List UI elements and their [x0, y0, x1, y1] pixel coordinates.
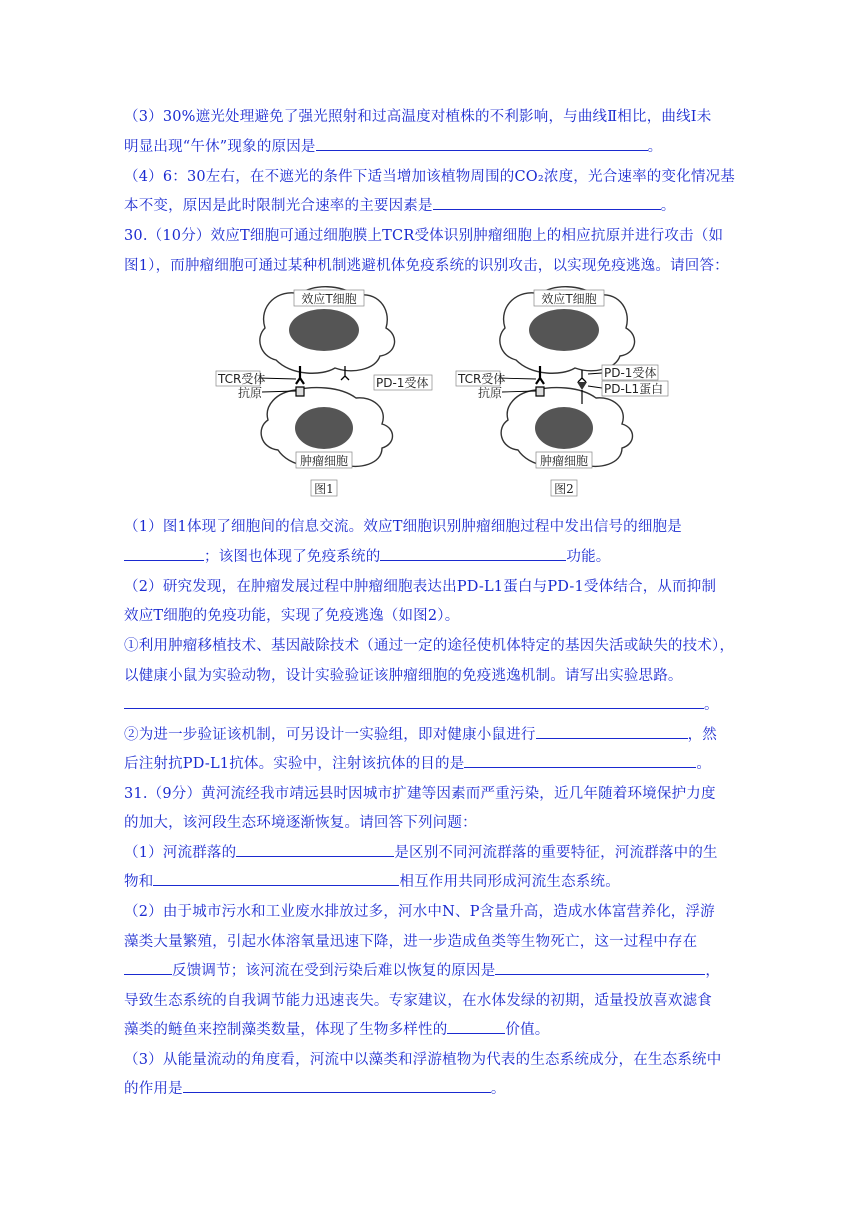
- q31-s1-text-end: 是区别不同河流群落的重要特征，河流群落中的生: [394, 845, 718, 861]
- q30-s2-line6: [124, 723, 717, 744]
- answer-blank[interactable]: [464, 753, 696, 768]
- q30-intro-line2: 图1），而肿瘤细胞可通过某种机制逃避机体免疫系统的识别攻击，以实现免疫逃逸。请回答：: [124, 258, 729, 274]
- figure-svg: [210, 278, 680, 508]
- pdl1-pointer: [588, 386, 602, 388]
- answer-blank[interactable]: [124, 960, 172, 975]
- q30-s1-line1: （1）图1体现了细胞间的信息交流。效应T细胞识别肿瘤细胞过程中发出信号的细胞是: [124, 519, 682, 535]
- q30-s2-line7: [124, 752, 711, 773]
- q30-intro-line1: 30.（10分）效应T细胞可通过细胞膜上TCR受体识别肿瘤细胞上的相应抗原并进行攻击（如: [124, 228, 724, 244]
- pd1-receptor-shape: [578, 370, 586, 382]
- q29-p4-line1: （4）6：30左右，在不遮光的条件下适当增加该植物周围的CO₂浓度，光合速率的变化情况基: [124, 169, 735, 185]
- punct: 。: [490, 1081, 506, 1097]
- answer-blank[interactable]: [153, 871, 399, 886]
- answer-blank[interactable]: [447, 1019, 505, 1034]
- answer-blank[interactable]: [536, 724, 688, 739]
- t-cell-nucleus: [529, 309, 599, 351]
- q30-s1-line2: [124, 545, 611, 566]
- answer-blank[interactable]: [316, 136, 648, 151]
- q29-p3-text: 明显出现“午休”现象的原因是: [124, 139, 316, 155]
- pdl1-label: PD-L1蛋白: [604, 382, 664, 396]
- q29-p4-text: 本不变，原因是此时限制光合速率的主要因素是: [124, 198, 433, 214]
- q30-s2-f-text: ②为进一步验证该机制，可另设计一实验组，即对健康小鼠进行: [124, 727, 536, 743]
- answer-blank[interactable]: [433, 195, 661, 210]
- t-cell-nucleus: [289, 309, 359, 351]
- tcr-label: TCR受体: [218, 372, 266, 386]
- antigen-label: 抗原: [478, 386, 503, 400]
- q31-s2-line5: [124, 1018, 550, 1039]
- q31-s2-line2: 藻类大量繁殖，引起水体溶氧量迅速下降，进一步造成鱼类等生物死亡，这一过程中存在: [124, 934, 698, 950]
- punct: ，: [705, 963, 721, 979]
- pd1-label: PD-1受体: [376, 376, 429, 390]
- fig2-caption: 图2: [554, 482, 574, 496]
- punct: 。: [704, 697, 719, 713]
- figure-1: [216, 287, 432, 496]
- tcr-label: TCR受体: [458, 372, 506, 386]
- q31-s2-c-text: 反馈调节；该河流在受到污染后难以恢复的原因是: [172, 963, 496, 979]
- q30-s2-f-end: ，然: [687, 727, 718, 743]
- q31-s1-line2: [124, 870, 620, 891]
- pd1-pointer: [588, 373, 602, 374]
- fig1-caption: 图1: [314, 482, 334, 496]
- q29-p4-line2: [124, 194, 675, 215]
- pd1-receptor-shape: [341, 366, 349, 380]
- q30-s2-line3: ①利用肿瘤移植技术、基因敲除技术（通过一定的途径使机体特定的基因失活或缺失的技术），: [124, 638, 735, 654]
- answer-blank[interactable]: [236, 842, 394, 857]
- t-cell-label: 效应T细胞: [301, 292, 357, 306]
- q31-intro-line1: 31.（9分）黄河流经我市靖远县时因城市扩建等因素而严重污染，近几年随着环境保护力度: [124, 786, 716, 802]
- answer-blank[interactable]: [124, 546, 204, 561]
- q31-s1-text: （1）河流群落的: [124, 845, 237, 861]
- answer-blank[interactable]: [495, 960, 705, 975]
- tcr-receptor-shape: [536, 366, 544, 384]
- tumor-cell-label: 肿瘤细胞: [299, 454, 349, 468]
- antigen-label: 抗原: [238, 386, 263, 400]
- q31-s2-e-end: 价值。: [505, 1022, 550, 1038]
- tumor-cell-nucleus: [535, 407, 593, 449]
- antigen-shape: [296, 387, 304, 396]
- tcr-receptor-shape: [296, 366, 304, 384]
- q30-s2-line5: [124, 693, 719, 714]
- q31-s3-line2: [124, 1077, 506, 1098]
- antigen-pointer: [262, 391, 296, 392]
- pdl1-protein-shape: [577, 382, 587, 390]
- q30-s2-line1: （2）研究发现，在肿瘤发展过程中肿瘤细胞表达出PD-L1蛋白与PD-1受体结合，从而抑制: [124, 579, 717, 595]
- q29-p3-line2: [124, 135, 662, 156]
- q30-s2-g-text: 后注射抗PD-L1抗体。实验中，注射该抗体的目的是: [124, 756, 465, 772]
- antigen-shape: [536, 387, 544, 396]
- q31-s2-e-text: 藻类的鲢鱼来控制藻类数量，体现了生物多样性的: [124, 1022, 448, 1038]
- q31-s2-line4: 导致生态系统的自我调节能力迅速丧失。专家建议，在水体发绿的初期，适量投放喜欢滤食: [124, 993, 712, 1009]
- q30-s1-text: ；该图也体现了免疫系统的: [204, 549, 381, 565]
- q30-s2-line2: 效应T细胞的免疫功能，实现了免疫逃逸（如图2）。: [124, 608, 460, 624]
- q31-s1-b-text: 物和: [124, 874, 154, 890]
- punct: 。: [660, 198, 676, 214]
- q31-s2-line1: （2）由于城市污水和工业废水排放过多，河水中N、P含量升高，造成水体富营养化，浮游: [124, 904, 715, 920]
- punct: 。: [647, 139, 663, 155]
- q31-s3-b-text: 的作用是: [124, 1081, 183, 1097]
- q31-s2-line3: [124, 959, 720, 980]
- t-cell-label: 效应T细胞: [541, 292, 597, 306]
- q29-p3-line1: （3）30%遮光处理避免了强光照射和过高温度对植株的不利影响，与曲线Ⅱ相比，曲线Ⅰ未: [124, 109, 712, 125]
- tumor-cell-nucleus: [295, 407, 353, 449]
- q30-s2-line4: 以健康小鼠为实验动物，设计实验验证该肿瘤细胞的免疫逃逸机制。请写出实验思路。: [124, 668, 683, 684]
- answer-blank[interactable]: [183, 1078, 491, 1093]
- answer-blank[interactable]: [380, 546, 566, 561]
- antigen-pointer: [502, 391, 536, 392]
- figure-2: [456, 287, 668, 496]
- q31-s1-line1: [124, 841, 718, 862]
- tumor-cell-label: 肿瘤细胞: [539, 454, 589, 468]
- q31-intro-line2: 的加大，该河段生态环境逐渐恢复。请回答下列问题：: [124, 815, 477, 831]
- immune-figures: [210, 278, 680, 508]
- q31-s1-b-end: 相互作用共同形成河流生态系统。: [399, 874, 620, 890]
- punct: 。: [696, 756, 712, 772]
- q31-s3-line1: （3）从能量流动的角度看，河流中以藻类和浮游植物为代表的生态系统成分，在生态系统中: [124, 1052, 722, 1068]
- pd1-label: PD-1受体: [604, 366, 657, 380]
- q30-s1-end: 功能。: [566, 549, 611, 565]
- answer-blank[interactable]: [124, 694, 704, 709]
